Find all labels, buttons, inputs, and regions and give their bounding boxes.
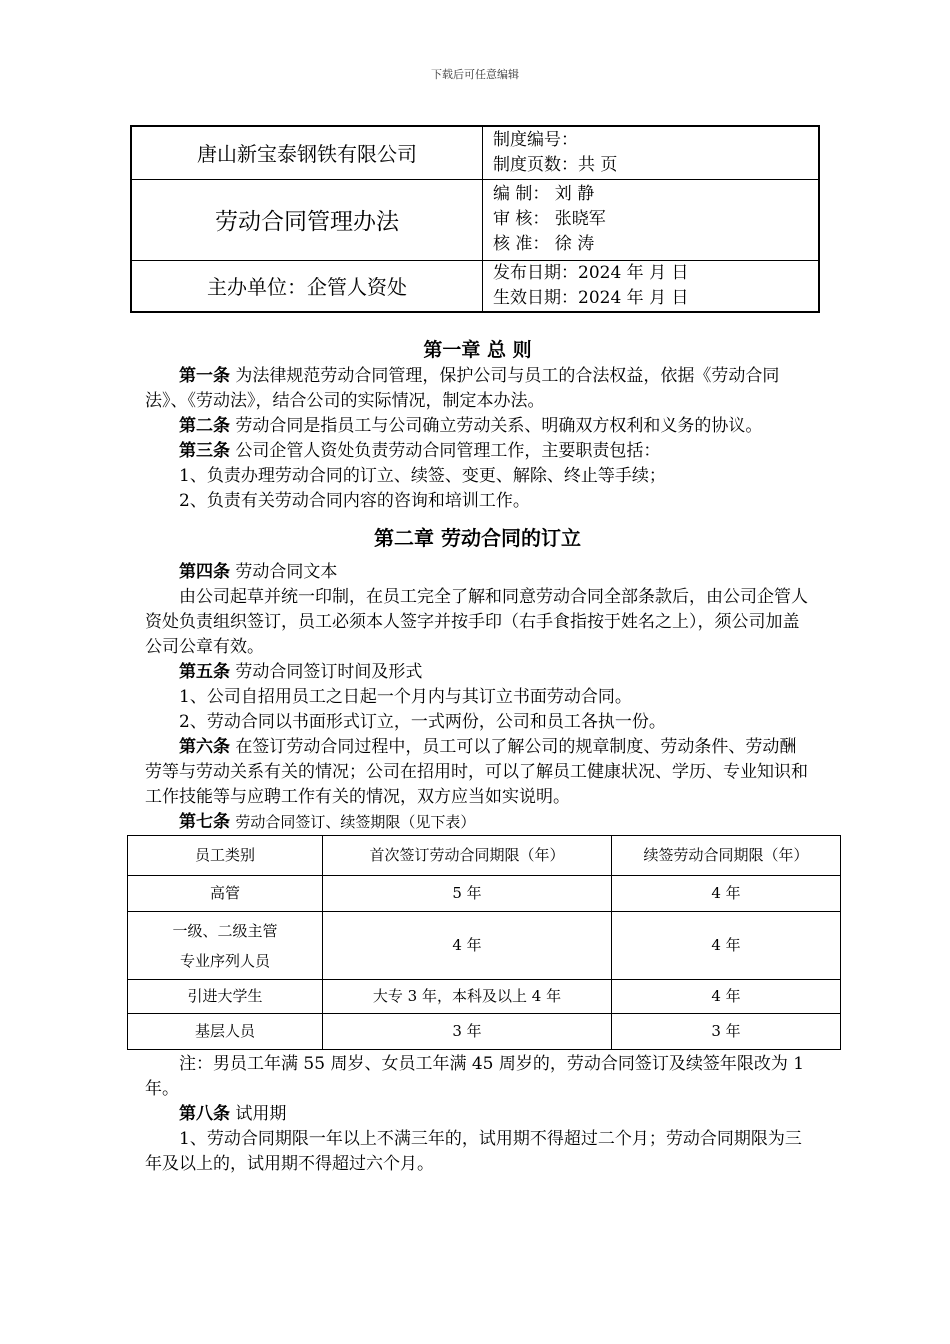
article-text: 为法律规范劳动合同管理，保护公司与员工的合法权益，依据《劳动合同法》、《劳动法》，结合公司的实际情况，制定本办法。 [145,366,780,411]
article-body: 由公司起草并统一印制，在员工完全了解和同意劳动合同全部条款后，由公司企管人资处负责组织签订，员工必须本人签字并按手印（右手食指按于姓名之上），须公司加盖公司公章有效。 [145,587,808,657]
article-text: 公司企管人资处负责劳动合同管理工作，主要职责包括： [235,441,661,461]
table-row [128,876,841,912]
article-1 [145,364,810,414]
article-7 [145,810,810,835]
article-text: 在签订劳动合同过程中，员工可以了解公司的规章制度、劳动条件、劳动酬劳等与劳动关系有关的情况；公司在招用时，可以了解员工健康状况、学历、专业知识和工作技能等与应聘工作有关的情况，双方应当如实说明。 [145,737,808,807]
chapter-title: 第一章 总 则 [423,339,532,361]
article-label: 第二条 [179,416,230,436]
doc-title: 劳动合同管理办法 [131,179,483,260]
list-item: 2、劳动合同以书面形式订立，一式两份，公司和员工各执一份。 [179,712,666,732]
cell-line: 一级、二级主管 [172,921,278,940]
contract-term-table [127,835,841,1050]
article-text: 劳动合同签订、续签期限（见下表） [235,813,476,831]
article-text: 劳动合同签订时间及形式 [235,662,423,682]
article-3 [145,439,810,464]
article-label: 第四条 [179,562,230,582]
doc-info-cell [483,126,820,179]
effective-date: 生效日期：2024 年 月 日 [493,287,689,308]
chapter-title: 第二章 劳动合同的订立 [374,526,581,550]
article-2 [145,414,810,439]
doc-pages: 制度页数：共 页 [493,154,618,175]
article-8 [145,1102,810,1127]
document-cover-table [130,125,820,313]
table-header: 首次签订劳动合同期限（年） [323,836,612,876]
article-text: 劳动合同文本 [235,562,338,582]
article-5 [145,660,810,685]
article-6 [145,735,810,810]
table-note: 注：男员工年满 55 周岁、女员工年满 45 周岁的，劳动合同签订及续签年限改为 1 年。 [145,1054,805,1099]
company-name: 唐山新宝泰钢铁有限公司 [131,126,483,179]
host-department: 主办单位：企管人资处 [131,260,483,312]
table-cell: 5 年 [323,876,612,912]
table-row [128,912,841,980]
article-label: 第六条 [179,737,230,757]
table-cell: 高管 [128,876,323,912]
reviewer: 审 核： 张晓军 [493,209,606,229]
approval-cell [483,179,820,260]
table-cell: 3 年 [612,1014,841,1050]
article-label: 第七条 [179,812,230,832]
date-cell [483,260,820,312]
editor: 编 制： 刘 静 [493,184,595,204]
list-item: 1、公司自招用员工之日起一个月内与其订立书面劳动合同。 [179,687,632,707]
article-label: 第一条 [179,366,230,386]
document-body [145,336,810,1177]
article-label: 第八条 [179,1104,230,1124]
table-cell: 4 年 [612,912,841,980]
publish-date: 发布日期：2024 年 月 日 [493,262,689,283]
article-text: 试用期 [235,1104,287,1124]
table-cell: 4 年 [612,876,841,912]
table-row [128,980,841,1014]
doc-number: 制度编号： [493,129,578,150]
table-cell: 4 年 [323,912,612,980]
table-row [128,1014,841,1050]
table-cell [128,912,323,980]
list-item: 1、劳动合同期限一年以上不满三年的，试用期不得超过二个月；劳动合同期限为三年及以上的，试用期不得超过六个月。 [145,1129,802,1174]
table-header: 续签劳动合同期限（年） [612,836,841,876]
article-text: 劳动合同是指员工与公司确立劳动关系、明确双方权利和义务的协议。 [235,416,763,436]
table-cell: 4 年 [612,980,841,1014]
header-note: 下载后可任意编辑 [431,68,519,81]
table-cell: 大专 3 年，本科及以上 4 年 [323,980,612,1014]
article-label: 第五条 [179,662,230,682]
article-4 [145,560,810,585]
list-item: 2、负责有关劳动合同内容的咨询和培训工作。 [179,491,530,511]
approver: 核 准： 徐 涛 [493,234,595,254]
table-cell: 3 年 [323,1014,612,1050]
table-header: 员工类别 [128,836,323,876]
cell-line: 专业序列人员 [179,951,270,970]
table-cell: 引进大学生 [128,980,323,1014]
article-label: 第三条 [179,441,230,461]
table-cell: 基层人员 [128,1014,323,1050]
list-item: 1、负责办理劳动合同的订立、续签、变更、解除、终止等手续； [179,466,666,486]
